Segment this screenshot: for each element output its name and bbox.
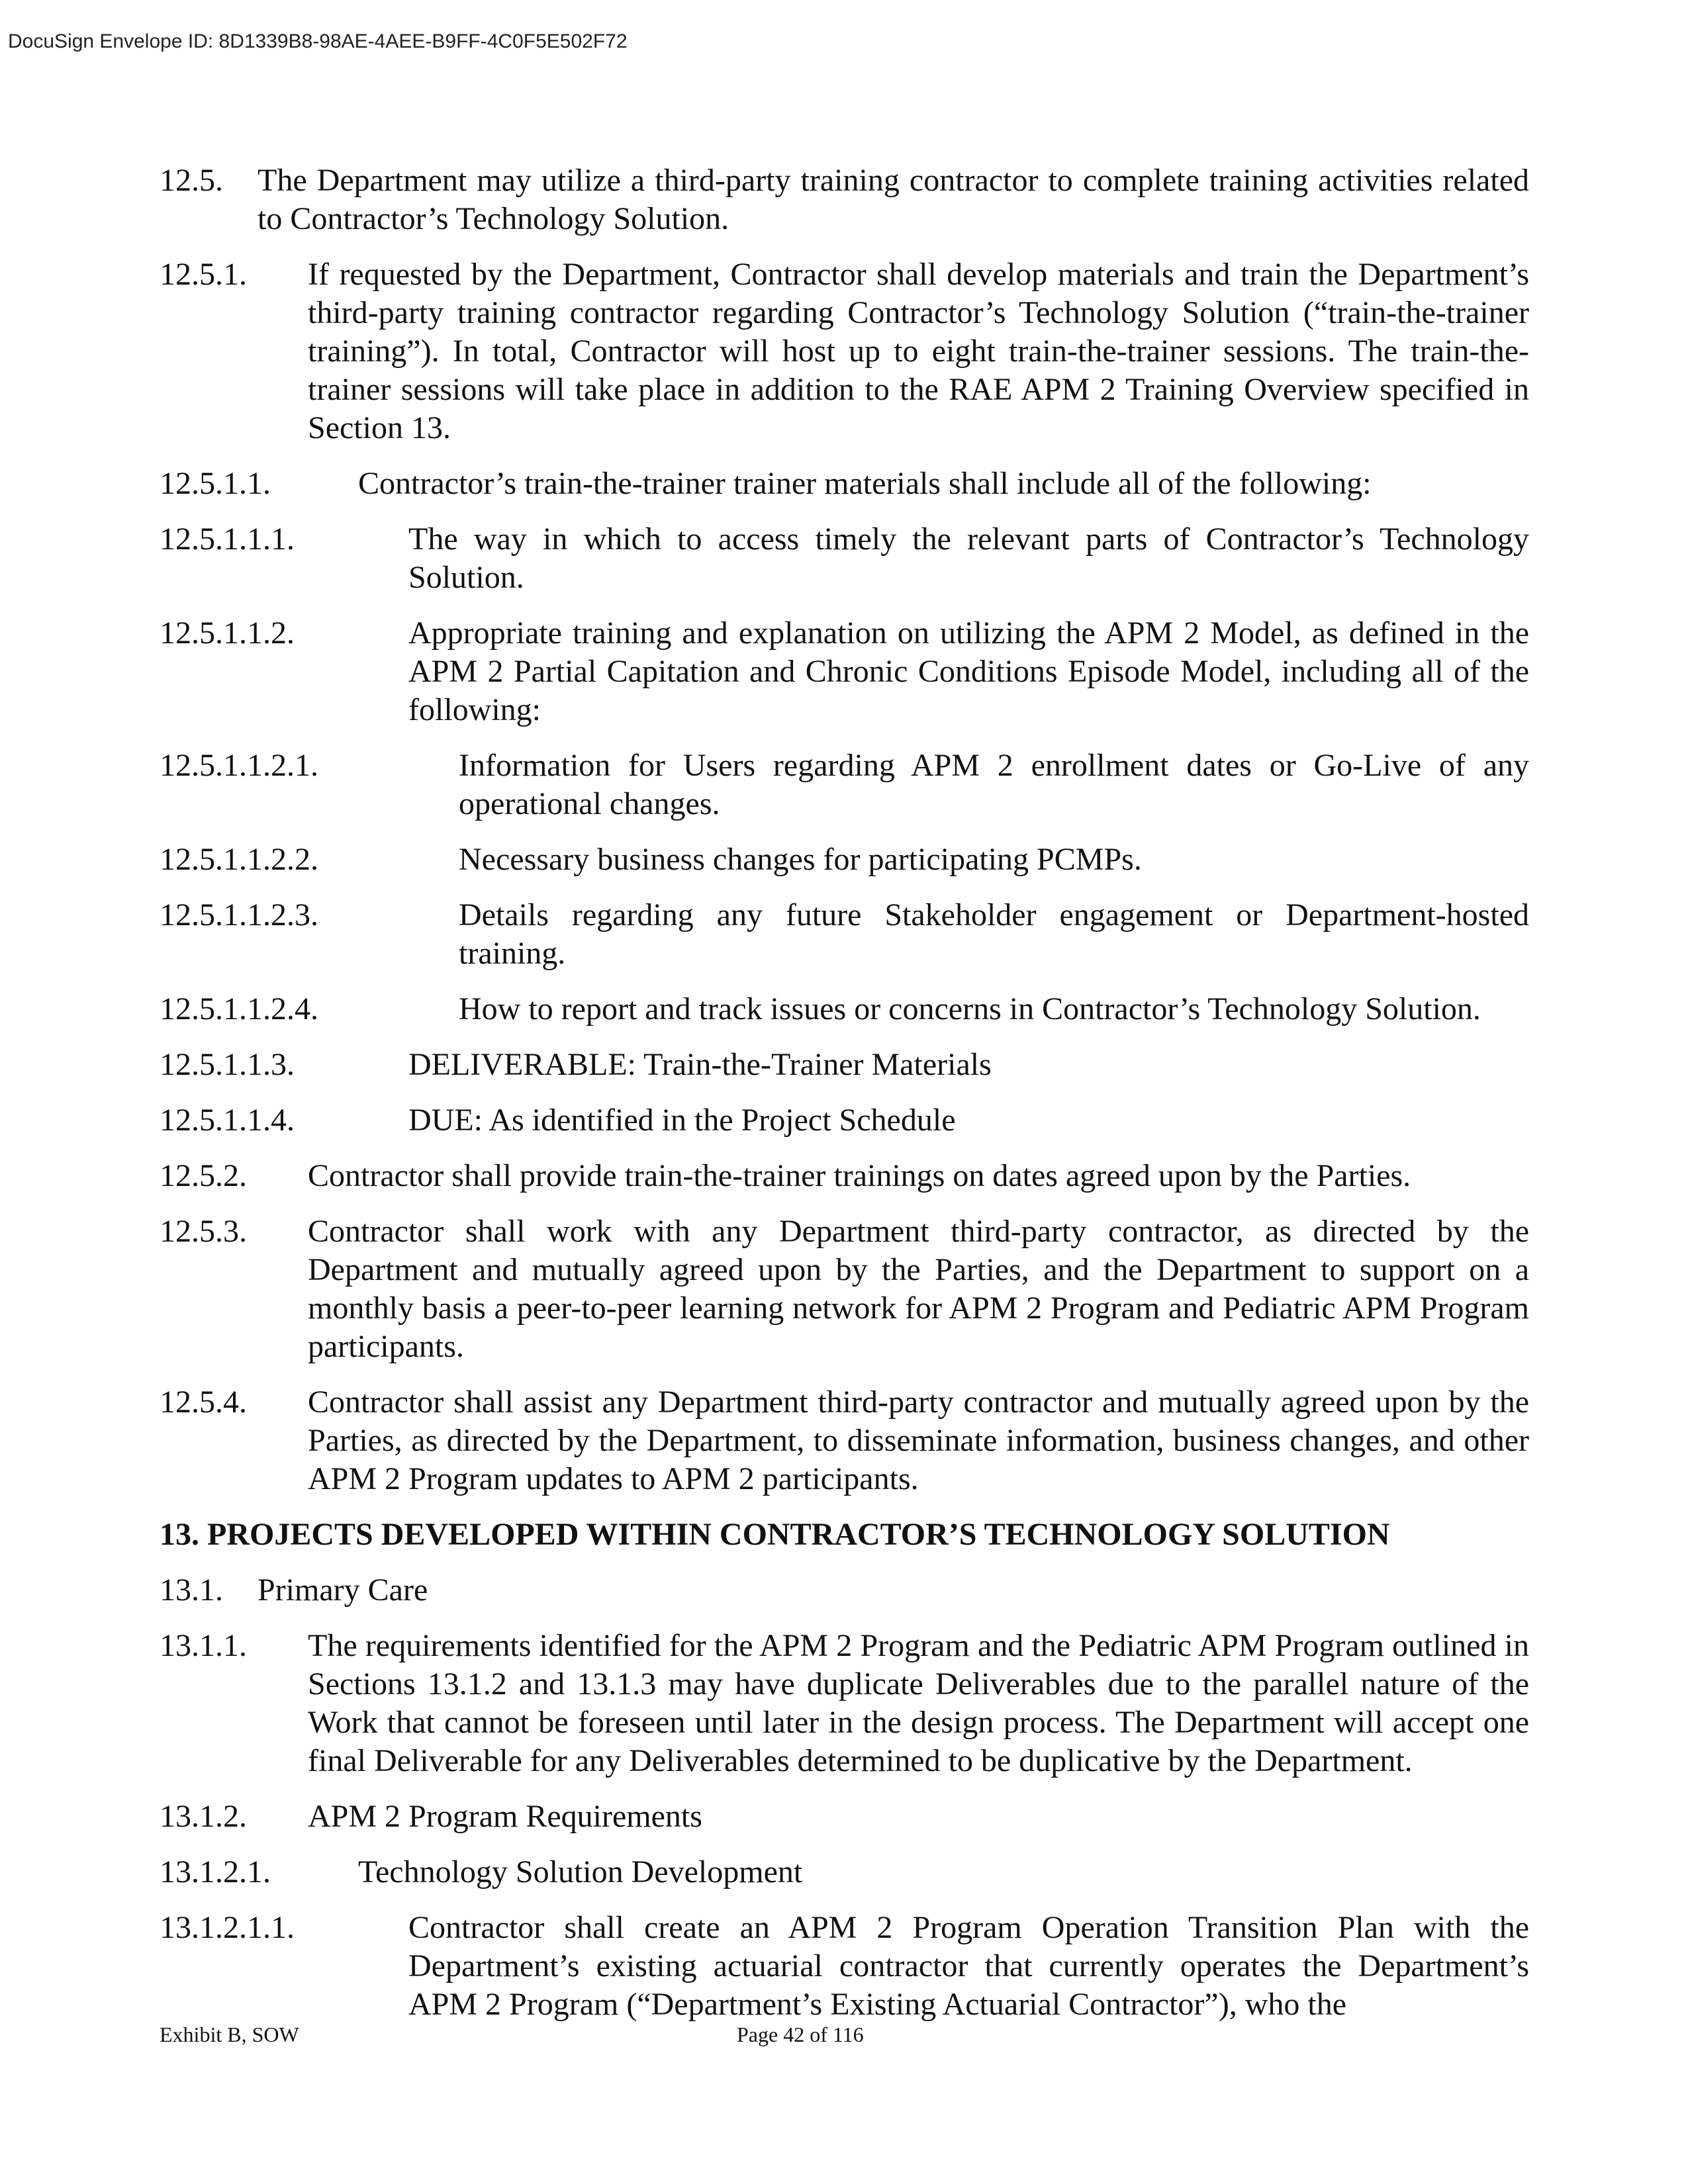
paragraph-text: Information for Users regarding APM 2 enrollment dates or Go-Live of any operational changes. [459, 748, 1529, 821]
numbered-paragraph [160, 520, 1529, 597]
paragraph-text: Contractor’s train-the-trainer trainer materials shall include all of the following: [358, 466, 1372, 501]
footer-page-number: Page 42 of 116 [737, 2023, 864, 2046]
document-body [160, 161, 1529, 2041]
envelope-id: DocuSign Envelope ID: 8D1339B8-98AE-4AEE-B9FF-4C0F5E502F72 [8, 30, 628, 52]
paragraph-text: The requirements identified for the APM 2 Program and the Pediatric APM Program outlined in Sections 13.1.2 and 13.1.3 may have duplicate Deliverables due to the parallel nature of the Work that cannot be foreseen until later in the design process. The Department will accept one final Deliverable for any Deliverables determined to be duplicative by the Department. [308, 1628, 1529, 1778]
paragraph-number: 12.5.1. [160, 257, 247, 292]
numbered-paragraph [160, 1101, 1529, 1140]
footer-exhibit-label: Exhibit B, SOW [160, 2023, 299, 2046]
paragraph-number: 13.1.2.1. [160, 1854, 271, 1889]
paragraph-number: 12.5.1.1.3. [160, 1047, 295, 1082]
paragraph-text: Details regarding any future Stakeholder engagement or Department-hosted training. [459, 897, 1529, 971]
paragraph-number: 12.5.1.1.2.3. [160, 897, 318, 933]
paragraph-number: 12.5.1.1. [160, 466, 271, 501]
numbered-paragraph [160, 990, 1529, 1028]
paragraph-number: 13.1.1. [160, 1628, 247, 1663]
numbered-paragraph [160, 1853, 1529, 1891]
numbered-paragraph [160, 255, 1529, 447]
numbered-paragraph [160, 614, 1529, 729]
paragraph-text: Technology Solution Development [358, 1854, 803, 1889]
section-heading: 13. PROJECTS DEVELOPED WITHIN CONTRACTOR’S TECHNOLOGY SOLUTION [160, 1517, 1390, 1552]
numbered-paragraph [160, 841, 1529, 879]
paragraph-text: The Department may utilize a third-party training contractor to complete training activities related to Contractor’s Technology Solution. [258, 163, 1529, 236]
paragraph-text: The way in which to access timely the relevant parts of Contractor’s Technology Solution. [408, 522, 1529, 595]
paragraph-number: 12.5.1.1.2.2. [160, 842, 318, 877]
paragraph-number: 12.5.2. [160, 1158, 247, 1193]
paragraph-number: 12.5. [160, 163, 223, 198]
numbered-paragraph [160, 1571, 1529, 1610]
numbered-paragraph [160, 1909, 1529, 2024]
paragraph-number: 13.1.2.1.1. [160, 1910, 295, 1945]
numbered-paragraph [160, 161, 1529, 238]
paragraph-text: DUE: As identified in the Project Schedule [408, 1103, 956, 1138]
paragraph-number: 12.5.3. [160, 1214, 247, 1249]
paragraph-number: 13.1.2. [160, 1799, 247, 1834]
paragraph-text: Contractor shall work with any Department third-party contractor, as directed by the Department and mutually agreed upon by the Parties, and the Department to support on a monthly basis a peer-to-peer learning network for APM 2 Program and Pediatric APM Program participants. [308, 1214, 1529, 1364]
numbered-paragraph [160, 1627, 1529, 1780]
paragraph-text: DELIVERABLE: Train-the-Trainer Materials [408, 1047, 992, 1082]
paragraph-number: 12.5.1.1.2.1. [160, 748, 318, 783]
paragraph-number: 13.1. [160, 1572, 223, 1608]
paragraph-number: 12.5.1.1.2.4. [160, 991, 318, 1026]
paragraph-text: Appropriate training and explanation on utilizing the APM 2 Model, as defined in the APM 2 Partial Capitation and Chronic Conditions Episode Model, including all of the following: [408, 615, 1529, 727]
paragraph-text: Contractor shall create an APM 2 Program Operation Transition Plan with the Department’s existing actuarial contractor that currently operates the Department’s APM 2 Program (“Department’s Existing Actuarial Contractor”), who the [408, 1910, 1529, 2022]
numbered-paragraph [160, 1212, 1529, 1366]
numbered-paragraph [160, 896, 1529, 973]
numbered-paragraph [160, 747, 1529, 823]
paragraph-text: Necessary business changes for participating PCMPs. [459, 842, 1142, 877]
paragraph-number: 12.5.4. [160, 1385, 247, 1420]
numbered-paragraph [160, 1046, 1529, 1084]
numbered-paragraph [160, 1383, 1529, 1498]
paragraph-text: How to report and track issues or concerns in Contractor’s Technology Solution. [459, 991, 1481, 1026]
numbered-paragraph [160, 1157, 1529, 1195]
paragraph-text: Contractor shall provide train-the-trainer trainings on dates agreed upon by the Parties. [308, 1158, 1411, 1193]
paragraph-number: 12.5.1.1.1. [160, 522, 295, 557]
paragraph-number: 12.5.1.1.2. [160, 615, 295, 651]
paragraph-text: Primary Care [258, 1572, 428, 1608]
paragraph-text: APM 2 Program Requirements [308, 1799, 702, 1834]
numbered-paragraph [160, 465, 1529, 503]
numbered-paragraph [160, 1797, 1529, 1836]
paragraph-text: If requested by the Department, Contractor shall develop materials and train the Department’s third-party training contractor regarding Contractor’s Technology Solution (“train-the-trainer training”). In total, Contractor will host up to eight train-the-trainer sessions. The train-the-trainer sessions will take place in addition to the RAE APM 2 Training Overview specified in Section 13. [308, 257, 1529, 445]
paragraph-text: Contractor shall assist any Department third-party contractor and mutually agreed upon by the Parties, as directed by the Department, to disseminate information, business changes, and other APM 2 Program updates to APM 2 participants. [308, 1385, 1529, 1496]
paragraph-number: 12.5.1.1.4. [160, 1103, 295, 1138]
